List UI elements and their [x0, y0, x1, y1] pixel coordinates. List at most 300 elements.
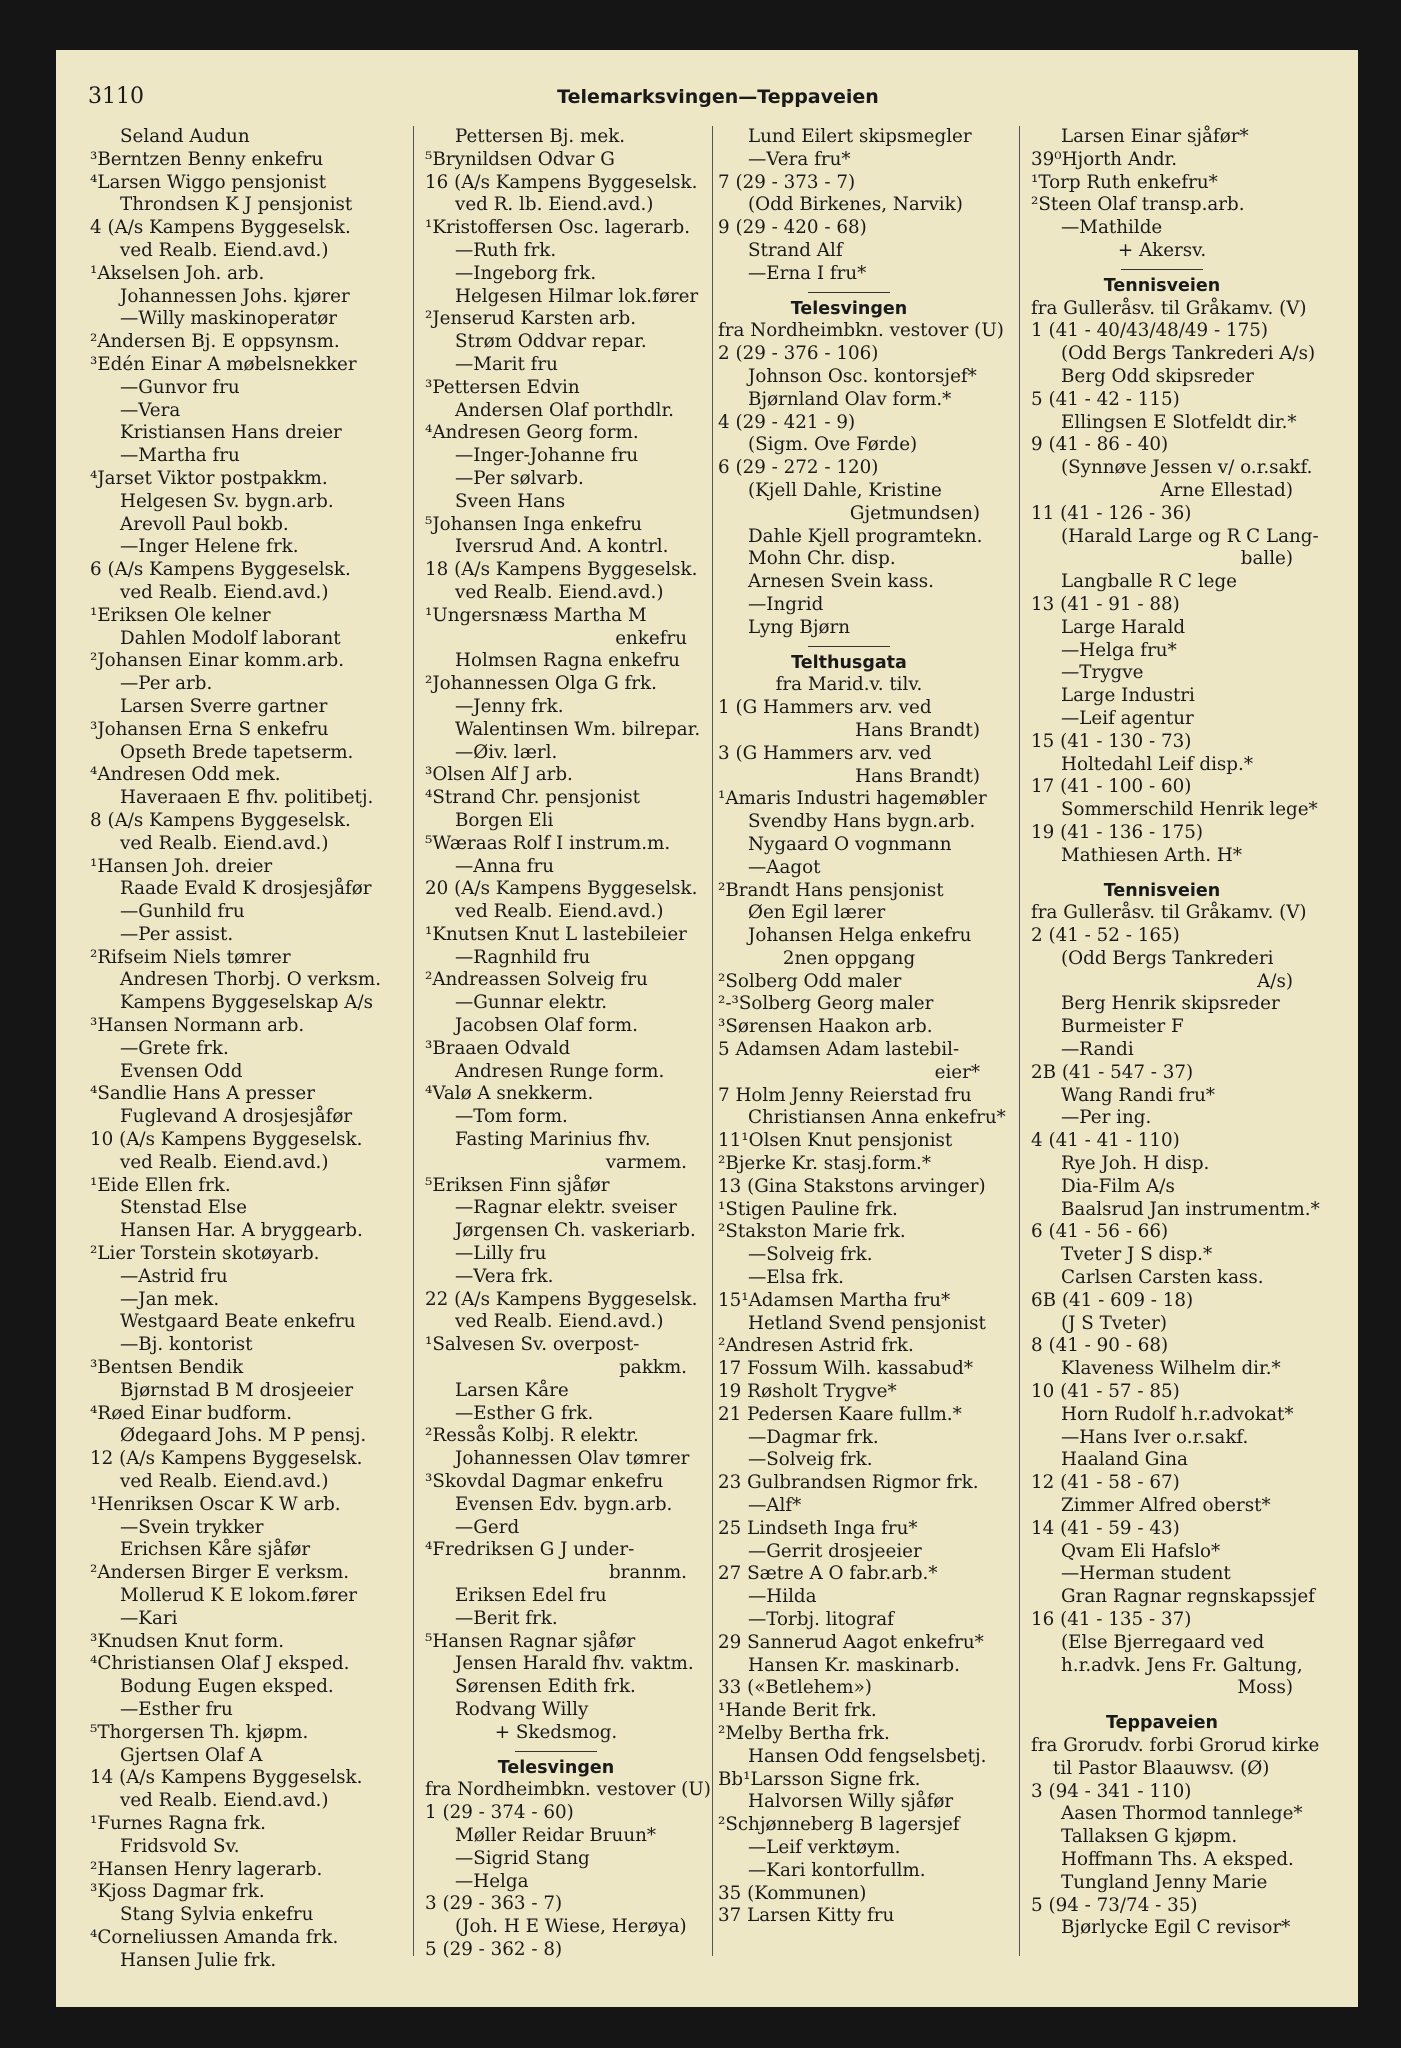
directory-line: ⁵Wæraas Rolf I instrum.m. [425, 832, 671, 854]
directory-line: ²-³Solberg Georg maler [718, 993, 934, 1015]
directory-line: ²Steen Olaf transp.arb. [1031, 194, 1245, 216]
directory-line: —Vera [120, 399, 181, 421]
directory-line: 4 (41 - 41 - 110) [1031, 1130, 1180, 1152]
directory-line: 9 (29 - 420 - 68) [718, 217, 867, 239]
directory-line: 10 (41 - 57 - 85) [1031, 1381, 1180, 1403]
directory-line: 19 Røsholt Trygve* [718, 1381, 897, 1403]
directory-line: (Harald Large og R C Lang- [1061, 525, 1319, 547]
directory-line: —Elsa frk. [748, 1267, 844, 1289]
directory-line: ¹Ungersnæss Martha M [425, 604, 647, 626]
directory-line: —Ragnhild fru [455, 946, 591, 968]
directory-line: (Synnøve Jessen v/ o.r.sakf. [1061, 457, 1313, 479]
directory-line: 2 (29 - 376 - 106) [718, 343, 879, 365]
directory-line: 15¹Adamsen Martha fru* [718, 1289, 951, 1311]
directory-line: Larsen Kåre [455, 1379, 569, 1401]
directory-line: ²Johannessen Olga G frk. [425, 673, 657, 695]
directory-line: Haaland Gina [1061, 1449, 1188, 1471]
directory-line: Svendby Hans bygn.arb. [748, 811, 976, 833]
directory-line: Halvorsen Willy sjåfør [748, 1791, 954, 1813]
directory-line: ved Realb. Eiend.avd.) [455, 581, 664, 603]
directory-line: 29 Sannerud Aagot enkefru* [718, 1631, 984, 1653]
directory-line: Stang Sylvia enkefru [120, 1904, 314, 1926]
directory-line: Raade Evald K drosjesjåfør [120, 878, 372, 900]
street-heading: Telesvingen [497, 1757, 615, 1778]
directory-line: —Trygve [1061, 662, 1144, 684]
directory-line: Nygaard O vognmann [748, 833, 952, 855]
column-1 [90, 126, 382, 1973]
directory-line: 16 (A/s Kampens Byggeselsk. [425, 171, 698, 193]
directory-line: Pettersen Bj. mek. [455, 126, 626, 147]
directory-line: Sveen Hans [455, 490, 566, 512]
directory-line: 35 (Kommunen) [718, 1882, 867, 1904]
directory-line: Andresen Thorbj. O verksm. [120, 969, 382, 991]
directory-line: Fridsvold Sv. [120, 1835, 240, 1857]
directory-line: varmem. [605, 1151, 687, 1173]
street-heading: Tennisveien [1103, 275, 1221, 296]
directory-line: Fuglevand A drosjesjåfør [120, 1106, 353, 1128]
directory-line: Mollerud K E lokom.fører [120, 1585, 358, 1606]
directory-line: (Odd Bergs Tankrederi A/s) [1061, 343, 1316, 365]
directory-line: Rye Joh. H disp. [1061, 1153, 1210, 1175]
directory-line: —Hans Iver o.r.sakf. [1061, 1426, 1249, 1448]
directory-line: ²Andersen Bj. E oppsynsm. [90, 331, 340, 353]
directory-line: ¹Knutsen Knut L lastebileier [425, 923, 687, 945]
directory-line: Strøm Oddvar repar. [455, 331, 647, 353]
directory-line: Johansen Helga enkefru [748, 925, 972, 947]
directory-line: Moss) [1237, 1677, 1293, 1699]
directory-line: Wang Randi fru* [1061, 1084, 1216, 1106]
directory-line: Stenstad Else [120, 1197, 247, 1219]
directory-line: ved Realb. Eiend.avd.) [455, 1311, 664, 1333]
directory-line: (Kjell Dahle, Kristine [748, 479, 942, 501]
directory-line: Bjørnland Olav form.* [748, 388, 952, 410]
directory-line: Jensen Harald fhv. vaktm. [455, 1653, 694, 1675]
street-heading: Teppaveien [1106, 1713, 1218, 1734]
directory-line: 7 Holm Jenny Reierstad fru [718, 1084, 972, 1106]
directory-line: Johannessen Johs. kjører [120, 285, 350, 307]
directory-line: Kristiansen Hans dreier [120, 422, 342, 444]
directory-line: Opseth Brede tapetserm. [120, 741, 354, 763]
directory-line: Helgesen Hilmar lok.fører [455, 285, 699, 307]
directory-line: —Jan mek. [120, 1288, 220, 1310]
directory-line: ¹Hansen Joh. dreier [90, 855, 273, 877]
directory-line: ⁴Andresen Georg form. [425, 422, 639, 444]
directory-line: Kampens Byggeselskap A/s [120, 992, 374, 1014]
directory-line: 23 Gulbrandsen Rigmor frk. [718, 1472, 979, 1494]
directory-line: 17 (41 - 100 - 60) [1031, 776, 1192, 798]
directory-line: Christiansen Anna enkefru* [748, 1107, 1006, 1129]
directory-line: 5 Adamsen Adam lastebil- [718, 1039, 960, 1061]
directory-line: —Gunhild fru [120, 901, 245, 923]
directory-line: —Per sølvarb. [455, 467, 584, 489]
street-heading: Tennisveien [1103, 880, 1221, 901]
directory-line: Ødegaard Johs. M P pensj. [120, 1425, 367, 1447]
street-heading: Telesvingen [790, 298, 908, 319]
directory-line: til Pastor Blaauwsv. (Ø) [1053, 1757, 1270, 1779]
directory-line: Horn Rudolf h.r.advokat* [1061, 1403, 1294, 1425]
directory-line: 2 (41 - 52 - 165) [1031, 925, 1180, 947]
directory-line: —Marit fru [455, 353, 558, 375]
directory-line: 39⁰Hjorth Andr. [1031, 148, 1178, 170]
directory-line: —Aagot [748, 856, 821, 878]
directory-line: pakkm. [619, 1357, 687, 1379]
directory-line: —Svein trykker [120, 1516, 264, 1538]
directory-line: 10 (A/s Kampens Byggeselsk. [90, 1129, 363, 1151]
directory-line: 2nen oppgang [782, 947, 916, 969]
directory-line: Lund Eilert skipsmegler [748, 126, 972, 147]
directory-line: ²Melby Bertha frk. [718, 1722, 890, 1744]
directory-line: fra Nordheimbkn. vestover (U) [718, 320, 1004, 342]
directory-line: Aasen Thormod tannlege* [1061, 1803, 1303, 1825]
directory-line: Borgen Eli [455, 809, 554, 831]
directory-line: Bjørlycke Egil C revisor* [1061, 1917, 1291, 1939]
directory-line: —Inger Helene frk. [120, 536, 299, 558]
directory-line: ²Jenserud Karsten arb. [425, 308, 637, 330]
directory-line: (Sigm. Ove Førde) [748, 434, 918, 456]
directory-line: Johnson Osc. kontorsjef* [748, 365, 977, 387]
directory-line: —Solveig frk. [748, 1244, 873, 1266]
directory-line: Seland Audun [120, 126, 250, 147]
directory-line: fra Gulleråsv. til Gråkamv. (V) [1031, 902, 1307, 924]
directory-line: 18 (A/s Kampens Byggeselsk. [425, 559, 698, 581]
directory-line: ²Andersen Birger E verksm. [90, 1562, 350, 1584]
directory-line: Møller Reidar Bruun* [455, 1824, 657, 1846]
directory-line: fra Nordheimbkn. vestover (U) [425, 1779, 711, 1801]
spacer [1031, 1700, 1293, 1712]
directory-line: —Berit frk. [455, 1607, 558, 1629]
directory-line: 14 (A/s Kampens Byggeselsk. [90, 1767, 363, 1789]
directory-line: Haveraaen E fhv. politibetj. [120, 787, 374, 809]
directory-line: Jørgensen Ch. vaskeriarb. [455, 1220, 696, 1242]
directory-line: ³Edén Einar A møbelsnekker [90, 353, 357, 375]
section-divider [425, 1745, 687, 1757]
directory-line: ved Realb. Eiend.avd.) [120, 1471, 329, 1493]
directory-line: ⁴Strand Chr. pensjonist [425, 787, 640, 809]
directory-line: Dahlen Modolf laborant [120, 627, 341, 649]
directory-line: ved Realb. Eiend.avd.) [120, 1151, 329, 1173]
running-head: Telemarksvingen—Teppaveien [557, 86, 879, 108]
directory-line: ³Bentsen Bendik [90, 1357, 244, 1379]
directory-line: 27 Sætre A O fabr.arb.* [718, 1563, 938, 1585]
directory-line: Dahle Kjell programtekn. [748, 525, 983, 547]
directory-line: —Inger-Johanne fru [455, 445, 639, 467]
directory-line: Berg Henrik skipsreder [1061, 993, 1280, 1015]
directory-line: Lyng Bjørn [748, 616, 851, 638]
directory-line: Erichsen Kåre sjåfør [120, 1539, 311, 1561]
spacer [1031, 868, 1293, 880]
directory-line: ved R. lb. Eiend.avd.) [455, 194, 654, 216]
directory-line: Andersen Olaf porthdlr. [455, 399, 674, 421]
directory-line: Westgaard Beate enkefru [120, 1311, 356, 1333]
directory-line: ¹Furnes Ragna frk. [90, 1812, 266, 1834]
directory-line: Tungland Jenny Marie [1061, 1871, 1268, 1893]
section-divider [718, 640, 980, 652]
directory-line: —Herman student [1061, 1563, 1231, 1585]
directory-line: ³Braaen Odvald [425, 1037, 571, 1059]
directory-line: —Jenny frk. [455, 695, 564, 717]
column-divider [712, 126, 713, 1956]
column-3 [718, 126, 1006, 1928]
directory-line: —Alf* [748, 1495, 802, 1517]
directory-line: ²Andreassen Solveig fru [425, 969, 648, 991]
directory-line: 13 (Gina Stakstons arvinger) [718, 1175, 986, 1197]
directory-line: Larsen Einar sjåfør* [1061, 126, 1249, 147]
directory-line: Sørensen Edith frk. [455, 1676, 636, 1698]
directory-line: ¹Torp Ruth enkefru* [1031, 171, 1218, 193]
directory-line: 5 (94 - 73/74 - 35) [1031, 1894, 1198, 1916]
directory-line: —Leif verktøym. [748, 1836, 901, 1858]
directory-line: ³Kjoss Dagmar frk. [90, 1881, 265, 1903]
directory-line: 37 Larsen Kitty fru [718, 1905, 895, 1927]
directory-line: —Gunvor fru [120, 376, 240, 398]
directory-line: 3 (29 - 363 - 7) [425, 1893, 563, 1915]
directory-line: 11 (41 - 126 - 36) [1031, 502, 1192, 524]
directory-line: Øen Egil lærer [748, 902, 886, 924]
directory-line: Gran Ragnar regnskapssjef [1061, 1586, 1315, 1608]
directory-line: Tallaksen G kjøpm. [1061, 1826, 1238, 1848]
directory-line: Holmsen Ragna enkefru [455, 650, 680, 672]
directory-line: ³Sørensen Haakon arb. [718, 1016, 933, 1038]
directory-line: —Per arb. [120, 673, 213, 695]
directory-line: ²Rifseim Niels tømrer [90, 946, 291, 968]
directory-line: 17 Fossum Wilh. kassabud* [718, 1358, 973, 1380]
directory-line: ¹Henriksen Oscar K W arb. [90, 1493, 341, 1515]
directory-line: 22 (A/s Kampens Byggeselsk. [425, 1288, 698, 1310]
directory-line: —Leif agentur [1061, 707, 1194, 729]
directory-line: 7 (29 - 373 - 7) [718, 171, 856, 193]
directory-line: —Per ing. [1061, 1107, 1152, 1129]
directory-line: ⁴Christiansen Olaf J eksped. [90, 1653, 350, 1675]
directory-line: ved Realb. Eiend.avd.) [120, 581, 329, 603]
directory-line: ²Ressås Kolbj. R elektr. [425, 1425, 639, 1447]
directory-line: Walentinsen Wm. bilrepar. [455, 718, 701, 740]
directory-line: ⁴Corneliussen Amanda frk. [90, 1926, 339, 1948]
directory-line: 5 (41 - 42 - 115) [1031, 388, 1180, 410]
directory-line: —Mathilde [1061, 217, 1163, 239]
directory-line: —Kari kontorfullm. [748, 1859, 926, 1881]
directory-line: Hetland Svend pensjonist [748, 1312, 986, 1334]
directory-line: Tveter J S disp.* [1061, 1244, 1213, 1266]
directory-line: —Torbj. litograf [748, 1609, 894, 1630]
directory-line: 5 (29 - 362 - 8) [425, 1938, 563, 1960]
directory-line: ⁵Eriksen Finn sjåfør [425, 1174, 610, 1196]
directory-line: 4 (A/s Kampens Byggeselsk. [90, 217, 351, 239]
directory-line: ved Realb. Eiend.avd.) [455, 901, 664, 923]
directory-line: (Joh. H E Wiese, Herøya) [455, 1916, 687, 1938]
directory-line: ³Olsen Alf J arb. [425, 764, 573, 786]
directory-line: —Ragnar elektr. sveiser [455, 1197, 677, 1219]
directory-line: ⁴Fredriksen G J under- [425, 1539, 635, 1561]
directory-line: —Dagmar frk. [748, 1426, 879, 1448]
directory-line: Helgesen Sv. bygn.arb. [120, 490, 334, 512]
directory-line: 21 Pedersen Kaare fullm.* [718, 1403, 962, 1425]
directory-line: 1 (41 - 40/43/48/49 - 175) [1031, 320, 1268, 342]
directory-line: ⁴Valø A snekkerm. [425, 1083, 594, 1105]
directory-line: ⁵Hansen Ragnar sjåfør [425, 1630, 636, 1652]
directory-line: 25 Lindseth Inga fru* [718, 1517, 918, 1539]
directory-line: Zimmer Alfred oberst* [1061, 1495, 1271, 1517]
directory-line: (Else Bjerregaard ved [1061, 1631, 1265, 1653]
directory-line: fra Grorudv. forbi Grorud kirke [1031, 1734, 1320, 1756]
column-divider [413, 126, 414, 1956]
directory-line: Bjørnstad B M drosjeeier [120, 1379, 354, 1401]
directory-line: —Per assist. [120, 923, 234, 945]
directory-line: ²Lier Torstein skotøyarb. [90, 1243, 320, 1265]
directory-line: ²Schjønneberg B lagersjef [718, 1814, 960, 1836]
directory-line: ¹Amaris Industri hagemøbler [718, 788, 987, 810]
directory-line: Evensen Edv. bygn.arb. [455, 1493, 673, 1515]
directory-line: 6 (A/s Kampens Byggeselsk. [90, 559, 351, 581]
directory-line: —Willy maskinoperatør [120, 308, 338, 330]
directory-line: —Esther G frk. [455, 1402, 594, 1424]
directory-line: ved Realb. Eiend.avd.) [120, 239, 329, 261]
directory-line: —Lilly fru [455, 1243, 547, 1265]
directory-line: ⁴Jarset Viktor postpakkm. [90, 467, 328, 489]
directory-line: ved Realb. Eiend.avd.) [120, 1790, 329, 1812]
directory-line: —Gerd [455, 1516, 520, 1538]
section-divider [1031, 263, 1293, 275]
directory-line: ⁴Røed Einar budform. [90, 1402, 293, 1424]
directory-line: Large Industri [1061, 685, 1195, 707]
directory-line: ¹Kristoffersen Osc. lagerarb. [425, 217, 691, 239]
directory-line: 3 (G Hammers arv. ved [718, 742, 932, 764]
directory-line: 6 (41 - 56 - 66) [1031, 1221, 1169, 1243]
directory-line: ²Solberg Odd maler [718, 970, 902, 992]
directory-line: ⁴Andresen Odd mek. [90, 764, 281, 786]
directory-line: 4 (29 - 421 - 9) [718, 411, 856, 433]
directory-line: 8 (A/s Kampens Byggeselsk. [90, 809, 351, 831]
directory-line: ved Realb. Eiend.avd.) [120, 832, 329, 854]
directory-line: ²Andresen Astrid frk. [718, 1335, 914, 1357]
directory-line: Hansen Odd fengselsbetj. [748, 1745, 987, 1767]
directory-line: Iversrud And. A kontrl. [455, 536, 669, 558]
directory-line: —Martha fru [120, 445, 240, 467]
directory-line: —Anna fru [455, 855, 555, 877]
page-number: 3110 [88, 84, 144, 109]
directory-line: Hans Brandt) [855, 719, 980, 741]
directory-line: 12 (41 - 58 - 67) [1031, 1472, 1180, 1494]
directory-line: 11¹Olsen Knut pensjonist [718, 1130, 953, 1152]
directory-line: Andresen Runge form. [455, 1060, 665, 1082]
directory-line: ³Skovdal Dagmar enkefru [425, 1471, 664, 1493]
column-2 [425, 126, 711, 1962]
directory-line: 13 (41 - 91 - 88) [1031, 593, 1180, 615]
directory-line: ⁴Larsen Wiggo pensjonist [90, 171, 327, 193]
directory-line: ³Pettersen Edvin [425, 376, 580, 398]
directory-line: Arne Ellestad) [1160, 479, 1293, 501]
directory-line: Ellingsen E Slotfeldt dir.* [1061, 411, 1297, 433]
directory-line: brannm. [608, 1562, 687, 1584]
directory-line: —Hilda [748, 1586, 817, 1608]
directory-line: Larsen Sverre gartner [120, 695, 328, 717]
directory-line: —Gerrit drosjeeier [748, 1540, 922, 1562]
directory-line: ²Johansen Einar komm.arb. [90, 650, 345, 672]
column-4 [1031, 126, 1320, 1940]
page-header [88, 82, 1348, 112]
directory-line: 6 (29 - 272 - 120) [718, 457, 879, 479]
directory-line: 3 (94 - 341 - 110) [1031, 1780, 1192, 1802]
directory-line: (Odd Birkenes, Narvik) [748, 194, 963, 216]
directory-line: Klaveness Wilhelm dir.* [1061, 1358, 1281, 1380]
directory-line: 1 (G Hammers arv. ved [718, 697, 932, 719]
directory-line: + Akersv. [1117, 239, 1207, 261]
directory-line: h.r.advk. Jens Fr. Galtung, [1061, 1654, 1303, 1676]
directory-line: 15 (41 - 130 - 73) [1031, 730, 1192, 752]
directory-line: —Ingrid [748, 593, 824, 615]
directory-line: Bodung Eugen eksped. [120, 1676, 334, 1698]
directory-line: + Skedsmog. [494, 1721, 618, 1743]
directory-line: Gjetmundsen) [849, 502, 980, 524]
directory-line: (Odd Bergs Tankrederi [1061, 947, 1274, 969]
directory-line: ³Berntzen Benny enkefru [90, 148, 324, 170]
directory-line: —Ruth frk. [455, 239, 557, 261]
directory-line: —Vera fru* [748, 148, 851, 170]
directory-line: fra Gulleråsv. til Gråkamv. (V) [1031, 297, 1307, 319]
directory-line: Johannessen Olav tømrer [455, 1448, 690, 1470]
directory-line: Hans Brandt) [855, 765, 980, 787]
directory-line: —Tom form. [455, 1106, 568, 1128]
directory-line: 19 (41 - 136 - 175) [1031, 821, 1203, 843]
directory-line: —Randi [1061, 1039, 1134, 1061]
directory-line: 2B (41 - 547 - 37) [1031, 1061, 1194, 1083]
directory-line: ¹Salvesen Sv. overpost- [425, 1334, 640, 1356]
directory-line: 8 (41 - 90 - 68) [1031, 1335, 1169, 1357]
directory-line: —Øiv. lærl. [455, 741, 558, 763]
directory-line: 14 (41 - 59 - 43) [1031, 1517, 1180, 1539]
directory-line: Qvam Eli Hafslo* [1061, 1540, 1221, 1562]
directory-line: Hansen Kr. maskinarb. [748, 1654, 960, 1676]
directory-line: 20 (A/s Kampens Byggeselsk. [425, 878, 698, 900]
directory-line: Large Harald [1061, 616, 1186, 638]
directory-line: Jacobsen Olaf form. [455, 1015, 638, 1037]
directory-line: fra Marid.v. tilv. [775, 674, 923, 696]
directory-line: Baalsrud Jan instrumentm.* [1061, 1198, 1320, 1220]
directory-line: Mohn Chr. disp. [748, 548, 896, 570]
directory-line: 16 (41 - 135 - 37) [1031, 1609, 1192, 1630]
directory-line: ³Knudsen Knut form. [90, 1630, 285, 1652]
directory-line: 9 (41 - 86 - 40) [1031, 434, 1169, 456]
directory-line: Arevoll Paul bokb. [120, 513, 289, 535]
directory-line: —Bj. kontorist [120, 1334, 253, 1356]
directory-line: Throndsen K J pensjonist [120, 194, 353, 216]
directory-line: ²Bjerke Kr. stasj.form.* [718, 1153, 931, 1175]
directory-line: ⁴Sandlie Hans A presser [90, 1083, 315, 1105]
directory-line: ⁵Brynildsen Odvar G [425, 148, 615, 170]
directory-line: ⁵Johansen Inga enkefru [425, 513, 643, 535]
directory-line: Hansen Har. A bryggearb. [120, 1220, 363, 1242]
directory-line: eier* [934, 1061, 980, 1083]
directory-line: 1 (29 - 374 - 60) [425, 1802, 574, 1824]
directory-line: Carlsen Carsten kass. [1061, 1267, 1264, 1289]
directory-line: ¹Hande Berit frk. [718, 1700, 877, 1722]
directory-line: —Ingeborg frk. [455, 262, 597, 284]
directory-line: —Helga [455, 1870, 529, 1892]
directory-line: ³Hansen Normann arb. [90, 1015, 305, 1037]
section-divider [718, 286, 980, 298]
directory-line: Strand Alf [748, 239, 843, 261]
directory-line: Dia-Film A/s [1061, 1175, 1175, 1197]
directory-line: ¹Eriksen Ole kelner [90, 604, 271, 626]
directory-line: —Grete frk. [120, 1037, 229, 1059]
directory-line: balle) [1240, 548, 1293, 570]
directory-line: ¹Stigen Pauline frk. [718, 1198, 898, 1220]
directory-line: Fasting Marinius fhv. [455, 1129, 651, 1151]
directory-line: Sommerschild Henrik lege* [1061, 799, 1318, 821]
directory-line: Hoffmann Ths. A eksped. [1061, 1848, 1294, 1870]
directory-line: Gjertsen Olaf A [120, 1744, 263, 1766]
directory-line: —Helga fru* [1061, 639, 1177, 661]
directory-line: —Sigrid Stang [455, 1847, 590, 1869]
